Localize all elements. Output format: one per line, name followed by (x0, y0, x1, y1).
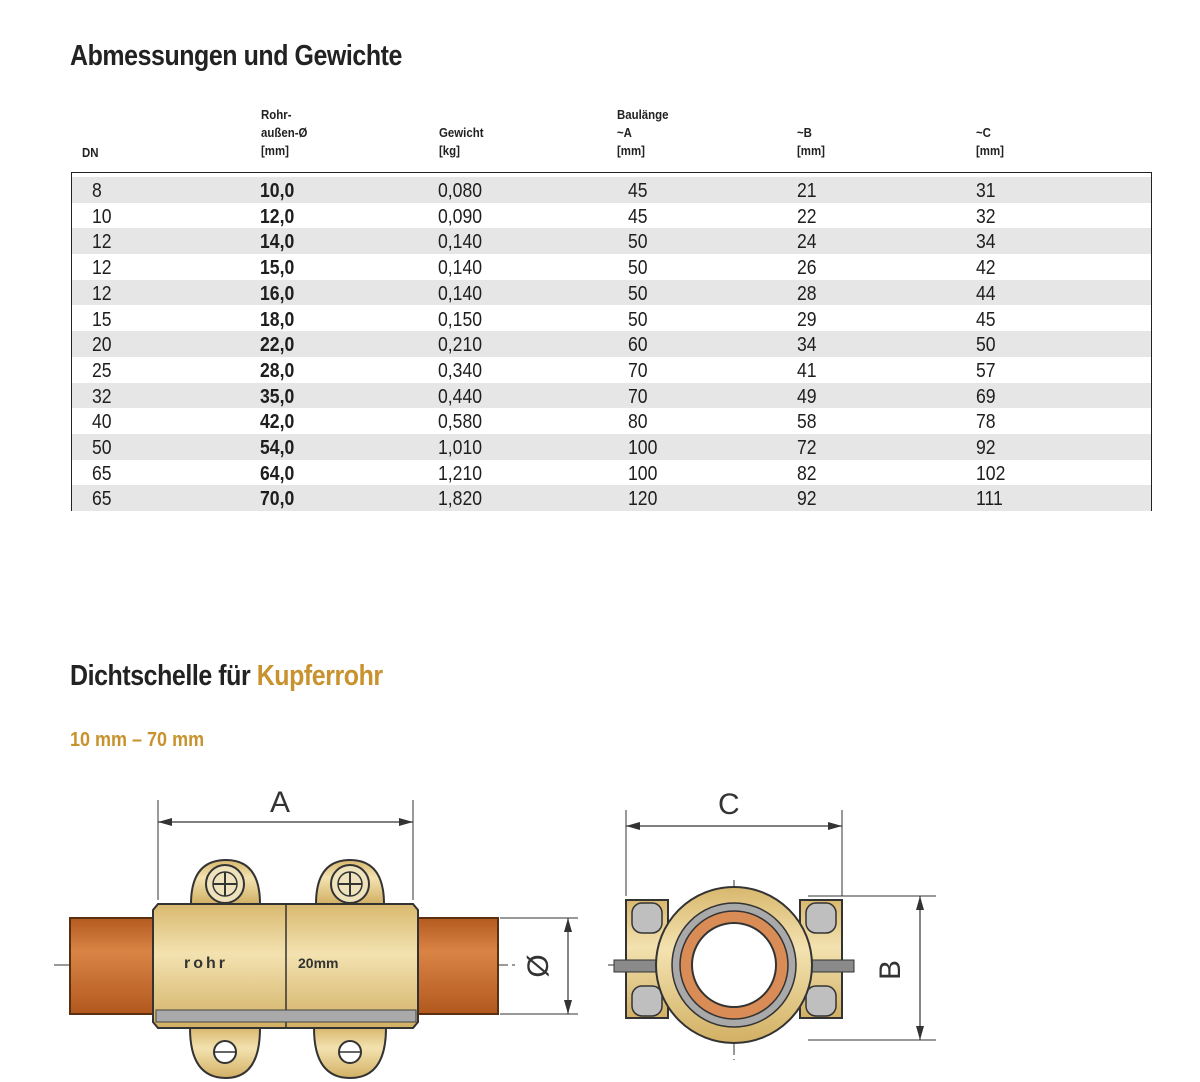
cell-b: 34 (797, 334, 817, 357)
cell-gewicht: 1,210 (438, 462, 483, 485)
cell-b: 26 (797, 257, 817, 280)
cell-c: 34 (976, 231, 996, 254)
cell-dn: 15 (92, 308, 112, 331)
cell-c: 45 (976, 308, 996, 331)
cell-c: 42 (976, 257, 996, 280)
table-row (72, 306, 1151, 332)
cell-b: 72 (797, 437, 817, 459)
label-a: A (270, 786, 291, 819)
dimensions-table (71, 172, 1152, 511)
cell-b: 28 (797, 282, 817, 305)
stamp-size: 20mm (298, 955, 339, 971)
label-b: B (874, 959, 907, 981)
cell-dn: 65 (92, 488, 112, 511)
cell-c: 50 (976, 334, 996, 357)
table-row (72, 331, 1151, 357)
cell-gewicht: 1,820 (438, 488, 483, 511)
cell-c: 57 (976, 359, 996, 382)
cell-b: 82 (797, 462, 817, 485)
cell-gewicht: 0,140 (438, 231, 483, 254)
cell-b: 21 (797, 180, 817, 202)
cell-c: 32 (976, 205, 996, 228)
cell-rohr: 18,0 (260, 308, 295, 331)
header-b: ~B [mm] (797, 125, 825, 158)
cell-b: 49 (797, 385, 817, 408)
cell-c: 44 (976, 282, 996, 305)
cell-a: 50 (628, 257, 648, 280)
cell-a: 70 (628, 385, 648, 408)
cell-rohr: 42,0 (260, 411, 295, 434)
cell-gewicht: 0,090 (438, 205, 483, 228)
cell-gewicht: 0,340 (438, 359, 483, 382)
cell-c: 78 (976, 411, 996, 434)
section-title-dimensions: Abmessungen und Gewichte (70, 40, 402, 72)
table-row (72, 460, 1151, 486)
table-row (72, 485, 1151, 511)
cell-a: 120 (628, 488, 658, 511)
header-a: Baulänge ~A [mm] (617, 107, 669, 158)
cell-a: 100 (628, 462, 658, 485)
cell-a: 45 (628, 180, 648, 202)
table-row (72, 254, 1151, 280)
side-view (54, 786, 578, 1078)
cell-b: 58 (797, 411, 817, 434)
table-row (72, 434, 1151, 460)
cell-b: 92 (797, 488, 817, 511)
table-row (72, 228, 1151, 254)
size-range: 10 mm – 70 mm (70, 729, 205, 751)
cell-dn: 12 (92, 282, 112, 305)
cell-b: 29 (797, 308, 817, 331)
cell-b: 24 (797, 231, 817, 254)
cell-gewicht: 0,150 (438, 308, 483, 331)
bolt-head-left (191, 860, 260, 904)
header-c: ~C [mm] (976, 125, 1004, 158)
cell-gewicht: 0,080 (438, 180, 483, 202)
cell-c: 111 (976, 488, 1003, 511)
cell-gewicht: 0,140 (438, 257, 483, 280)
cell-rohr: 28,0 (260, 359, 295, 382)
table-row (72, 203, 1151, 229)
cell-dn: 10 (92, 205, 112, 228)
header-gewicht: Gewicht [kg] (439, 125, 484, 158)
cell-gewicht: 0,210 (438, 334, 483, 357)
section-title-product: Dichtschelle für Kupferrohr (70, 660, 383, 692)
cell-dn: 32 (92, 385, 112, 408)
cell-c: 31 (976, 180, 996, 202)
cell-a: 70 (628, 359, 648, 382)
title-accent: Kupferrohr (256, 660, 383, 692)
cell-dn: 20 (92, 334, 112, 357)
cell-a: 60 (628, 334, 648, 357)
cell-rohr: 10,0 (260, 180, 295, 202)
header-rohr: Rohr- außen-Ø [mm] (261, 107, 308, 158)
cell-dn: 8 (92, 180, 102, 202)
bolt-head-right (316, 860, 384, 904)
header-dn: DN (82, 145, 99, 160)
cell-c: 69 (976, 385, 996, 408)
front-view (608, 788, 936, 1060)
cell-dn: 12 (92, 257, 112, 280)
cell-rohr: 12,0 (260, 205, 295, 228)
bottom-lugs (190, 1028, 386, 1078)
cell-dn: 25 (92, 359, 112, 382)
table-row (72, 383, 1151, 409)
cell-c: 102 (976, 462, 1006, 485)
cell-rohr: 22,0 (260, 334, 295, 357)
cell-rohr: 54,0 (260, 437, 295, 459)
cell-a: 80 (628, 411, 648, 434)
technical-drawing (48, 760, 948, 1082)
cell-gewicht: 1,010 (438, 437, 483, 459)
cell-a: 100 (628, 437, 658, 459)
cell-dn: 12 (92, 231, 112, 254)
table-row (72, 280, 1151, 306)
cell-c: 92 (976, 437, 996, 459)
table-row (72, 408, 1151, 434)
cell-a: 45 (628, 205, 648, 228)
cell-a: 50 (628, 231, 648, 254)
cell-rohr: 14,0 (260, 231, 295, 254)
label-c: C (718, 788, 740, 821)
stamp-brand: rohr (184, 955, 228, 972)
cell-a: 50 (628, 308, 648, 331)
cell-dn: 65 (92, 462, 112, 485)
cell-gewicht: 0,580 (438, 411, 483, 434)
cell-gewicht: 0,140 (438, 282, 483, 305)
cell-gewicht: 0,440 (438, 385, 483, 408)
label-diameter: Ø (522, 954, 555, 978)
cell-rohr: 70,0 (260, 488, 295, 511)
table-row (72, 357, 1151, 383)
cell-rohr: 35,0 (260, 385, 295, 408)
cell-dn: 50 (92, 437, 112, 459)
cell-dn: 40 (92, 411, 112, 434)
cell-b: 41 (797, 359, 817, 382)
cell-rohr: 16,0 (260, 282, 295, 305)
cell-rohr: 15,0 (260, 257, 295, 280)
table-row (72, 177, 1151, 203)
cell-a: 50 (628, 282, 648, 305)
cell-rohr: 64,0 (260, 462, 295, 485)
cell-b: 22 (797, 205, 817, 228)
